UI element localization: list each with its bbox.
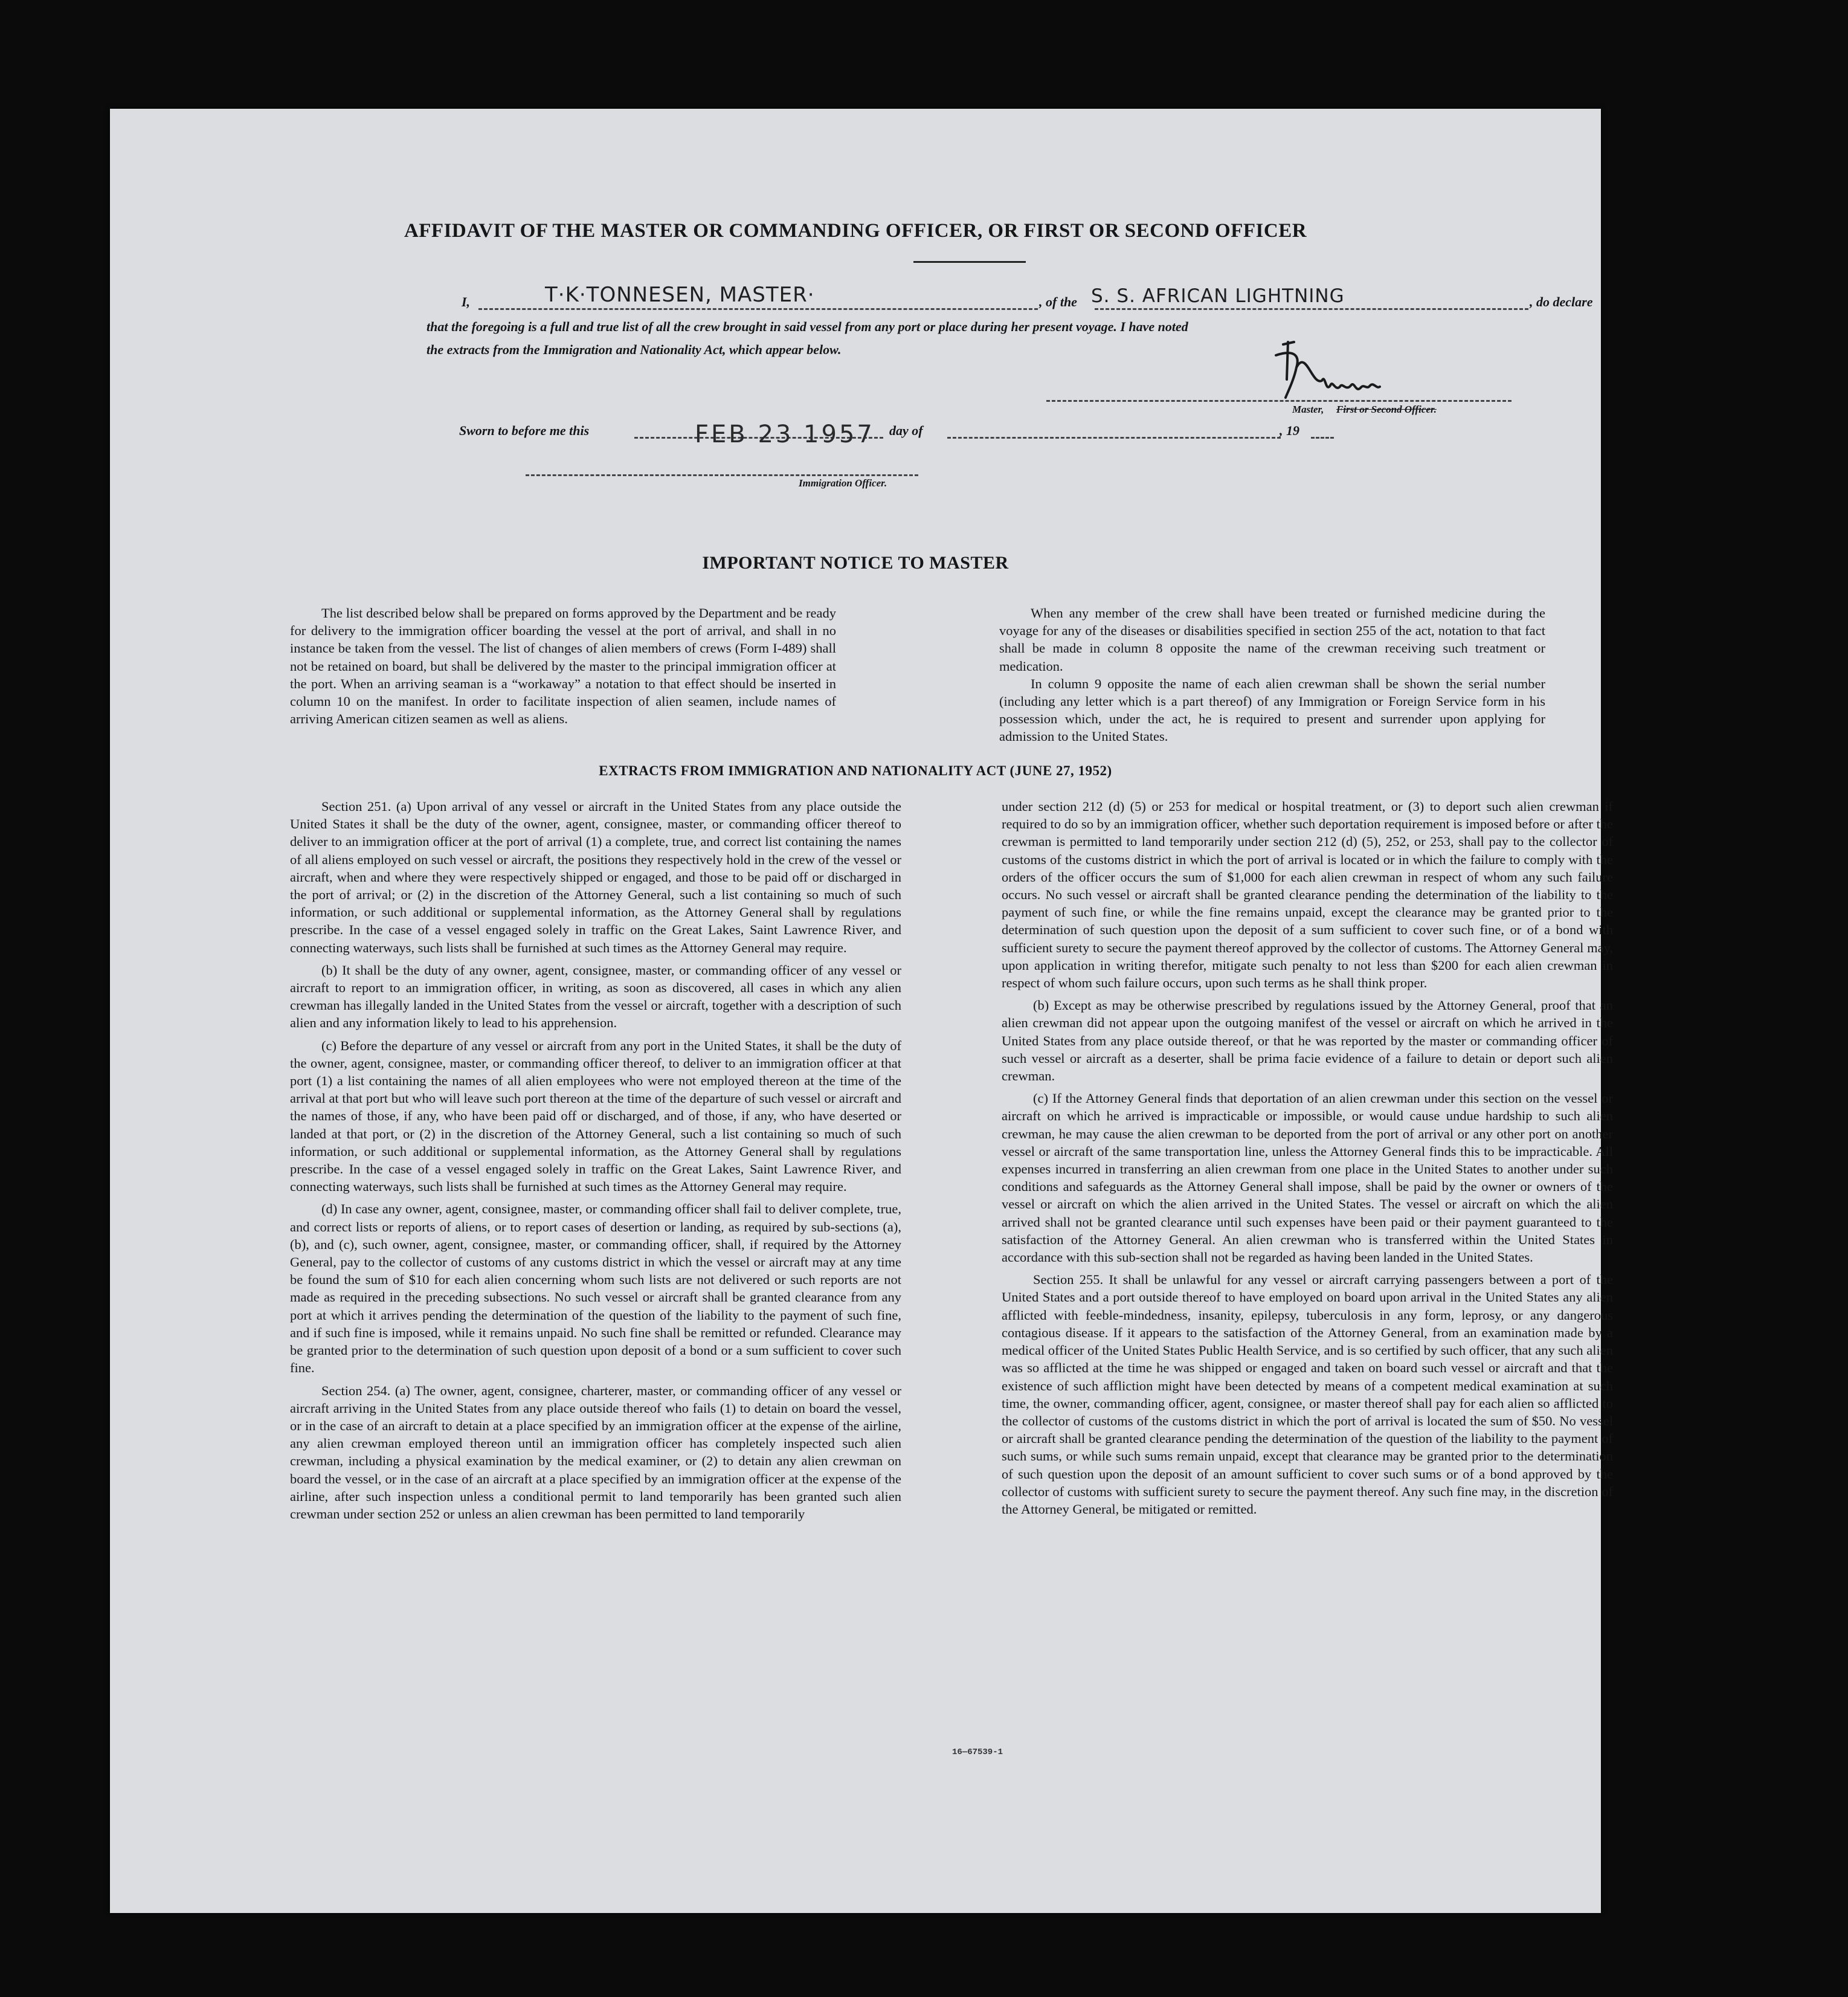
section-251-d: (d) In case any owner, agent, consignee, master, or commanding officer shall fail to deliver complete, true, and correct lists or reports of aliens, or to report cases of desertion or landing, as required by sub-sections (a), (b), and (c), such owner, agent, consignee, master, or commanding officer, shall, if required by the Attorney General, pay to the collector of customs of any customs district in which the vessel or aircraft may at any time be found the sum of $10 for each alien concerning whom such lists are not delivered or such reports are not made as required in the preceding subsections. No such vessel or aircraft shall be granted clearance from any port at which it arrives pending the determination of the question of the liability to the payment of such fine, and if such fine is imposed, while it remains unpaid. No such fine shall be remitted or refunded. Clearance may be granted prior to the determination of such question upon deposit of a bond or a sum sufficient to cover such fine.: [290, 1201, 901, 1376]
section-254-a: Section 254. (a) The owner, agent, consignee, charterer, master, or commanding officer of any vessel or aircraft arriving in the United States from any place outside thereof who fails (1) to detain on board the vessel, or in the case of an aircraft to detain at a place specified by an immigration officer at the expense of the airline, any alien crewman employed thereon until an immigration officer has completely inspected such alien crewman, including a physical examination by the medical examiner, or (2) to detain any alien crewman on board the vessel, or in the case of an aircraft at a place specified by an immigration officer at the expense of the airline, after such inspection unless a conditional permit to land temporarily has been granted such alien crewman under section 252 or unless an alien crewman has been permitted to land temporarily: [290, 1382, 901, 1521]
extracts-left-column: [290, 798, 901, 1528]
section-254-c: (c) If the Attorney General finds that deportation of an alien crewman under this section on the vessel or aircraft on which he arrived is impracticable or impossible, or would cause undue hardship to such alien crewman, he may cause the alien crewman to be deported from the port of arrival or any other port on another vessel or aircraft of the same transportation line, unless the Attorney General finds this to be impracticable. All expenses incurred in transferring an alien crewman from one place in the United States to another under such conditions and safeguards as the Attorney General shall impose, shall be paid by the owner or owners of the vessel or aircraft on which the alien arrived in the United States. The vessel or aircraft on which the alien arrived shall not be granted clearance until such expenses have been paid or their payment guaranteed to the satisfaction of the Attorney General. An alien crewman who is transferred within the United States in accordance with this sub-section shall not be regarded as having been landed in the United States.: [1002, 1091, 1613, 1265]
affidavit-of-the-label: , of the: [1039, 294, 1077, 309]
notice-left-column: [290, 604, 836, 732]
notice-left-paragraph: The list described below shall be prepared on forms approved by the Department and be ready for delivery to the immigration officer boarding the vessel at the port of arrival, and shall in no instance be taken from the vessel. The list of changes of alien members of crews (Form I-489) shall not be retained on board, but shall be delivered by the master to the principal immigration officer at the port. When an arriving seaman is a “workaway” a notation to that effect should be inserted in column 10 on the manifest. In order to facilitate inspection of alien seamen, include names of arriving American citizen seamen as well as aliens.: [290, 605, 836, 727]
notice-right-column: [999, 604, 1545, 750]
section-254-b: (b) Except as may be otherwise prescribed by regulations issued by the Attorney General, proof that an alien crewman did not appear upon the outgoing manifest of the vessel or aircraft on which he arrived in the United States from any place outside thereof, or that he was reported by the master or commanding officer of such vessel or aircraft as a deserter, shall be prima facie evidence of a failure to detain or deport such alien crewman.: [1002, 998, 1613, 1084]
day-of-label: day of: [889, 423, 923, 438]
form-code: 16—67539-1: [952, 1747, 1003, 1757]
section-255: Section 255. It shall be unlawful for any vessel or aircraft carrying passengers between a port of the United States and a port outside thereof to have employed on board upon arrival in the United States any alien afflicted with feeble-mindedness, insanity, epilepsy, tuberculosis in any form, leprosy, or any dangerous contagious disease. If it appears to the satisfaction of the Attorney General, from an examination made by a medical officer of the United States Public Health Service, and is so certified by such officer, that any such alien was so afflicted at the time he was shipped or engaged and taken on board such vessel or aircraft and that the existence of such affliction might have been detected by means of a competent medical examination at such time, the owner, commanding officer, agent, consignee, or master thereof shall pay for each alien so afflicted to the collector of customs of the customs district in which the port of arrival is located the sum of $50. No vessel or aircraft shall be granted clearance pending the determination of the question of the liability to the payment of such sums, or while such sums remain unpaid, except that clearance may be granted prior to the determination of such question upon the deposit of an amount sufficient to cover such sums or of a bond approved by the collector of customs with sufficient surety to secure the payment thereof. Any such fine may, in the discretion of the Attorney General, be mitigated or remitted.: [1002, 1272, 1613, 1517]
notice-right-paragraph-2: In column 9 opposite the name of each alien crewman shall be shown the serial number (including any letter which is a part thereof) of any Immigration or Foreign Service form in his possession which, under the act, he is required to present and surrender upon applying for admission to the United States.: [999, 676, 1545, 744]
section-251-a: Section 251. (a) Upon arrival of any vessel or aircraft in the United States from any place outside the United States it shall be the duty of the owner, agent, consignee, master, or commanding officer thereof to deliver to an immigration officer at the port of arrival (1) a complete, true, and correct list containing the names of all aliens employed on such vessel or aircraft, the positions they respectively hold in the crew of the vessel or aircraft, when and where they were respectively shipped or engaged, and those to be paid off or discharged in the port of arrival; or (2) in the discretion of the Attorney General, such a list containing so much of such information, or such additional or supplemental information, as the Attorney General shall by regulations prescribe. In the case of a vessel engaged solely in traffic on the Great Lakes, Saint Lawrence River, and connecting waterways, such lists shall be furnished at such times as the Attorney General may require.: [290, 799, 901, 955]
master-name-handwritten: T·K·TONNESEN, MASTER·: [545, 283, 815, 307]
year-line: [1311, 437, 1334, 439]
year-label: , 19: [1280, 423, 1299, 438]
immigration-officer-line: [526, 474, 918, 476]
signature-caption-master: Master,: [1292, 404, 1324, 415]
section-251-b: (b) It shall be the duty of any owner, agent, consignee, master, or commanding officer of any vessel or aircraft to report to an immigration officer, in writing, as soon as discovered, all cases in which any alien crewman has illegally landed in the United States from the vessel or aircraft, together with a description of such alien and any information likely to lead to his apprehension.: [290, 962, 901, 1031]
vessel-name-handwritten: S. S. AFRICAN LIGHTNING: [1091, 285, 1345, 307]
affidavit-do-declare-label: , do declare: [1530, 294, 1593, 309]
notice-heading: IMPORTANT NOTICE TO MASTER: [702, 553, 1009, 573]
section-251-c: (c) Before the departure of any vessel or aircraft from any port in the United States, it shall be the duty of the owner, agent, consignee, master, or commanding officer thereof, to deliver to an immigration officer at that port (1) a list containing the names of all alien employees who were not employed thereon at the time of the arrival at that port but who will leave such port thereon at the time of the departure of such vessel or aircraft and the names of those, if any, who have been paid off or discharged, and of those, if any, who have deserted or landed at that port, or (2) in the discretion of the Attorney General, such a list containing so much of such information, or such additional or supplemental information, as the Attorney General shall by regulations prescribe. In the case of a vessel engaged solely in traffic on the Great Lakes, Saint Lawrence River, and connecting waterways, such lists shall be furnished at such times as the Attorney General may require.: [290, 1037, 901, 1195]
immigration-officer-caption: Immigration Officer.: [799, 477, 887, 489]
section-254-a-continued: under section 212 (d) (5) or 253 for medical or hospital treatment, or (3) to deport such alien crewman if required to do so by an immigration officer, whether such deportation requirement is imposed before or after the crewman is permitted to land temporarily under section 212 (d) (5), 252, or 253, shall pay to the collector of customs of the customs district in which the port of arrival is located or in which the failure to comply with the orders of the officer occurs the sum of $1,000 for each alien crewman in respect of whom any such failure occurs. No such vessel or aircraft shall be granted clearance pending the determination of the liability to the payment of such fine, or while the fine remains unpaid, except the clearance may be granted prior to the determination of such question upon the deposit of a sum sufficient to cover such fine, or of a bond with sufficient surety to secure the payment thereof approved by the collector of customs. The Attorney General may, upon application in writing therefor, mitigate such penalty to not less than $200 for each alien crewman in respect of whom such failure occurs, upon such terms as he shall think proper.: [1002, 799, 1613, 991]
sworn-date-stamp: FEB 23 1957: [695, 421, 875, 448]
master-signature: [1270, 337, 1391, 410]
vessel-line: [1095, 308, 1528, 310]
document-title: AFFIDAVIT OF THE MASTER OR COMMANDING OFFICER, OR FIRST OR SECOND OFFICER: [404, 220, 1307, 242]
affidavit-statement-line: that the foregoing is a full and true list of all the crew brought in said vessel from any port or place during her present voyage. I have noted: [427, 319, 1188, 334]
sworn-label: Sworn to before me this: [459, 423, 590, 438]
document-page: [110, 109, 1613, 1913]
affidavit-i-label: I,: [462, 294, 471, 309]
extracts-right-column: [1002, 798, 1613, 1523]
signature-line: [1046, 400, 1512, 402]
notice-right-paragraph-1: When any member of the crew shall have been treated or furnished medicine during the voyage for any of the diseases or disabilities specified in section 255 of the act, notation to that fact shall be made in column 8 opposite the name of the crewman receiving such treatment or medication.: [999, 605, 1545, 674]
sworn-month-line: [947, 437, 1281, 439]
title-divider: [913, 261, 1026, 263]
extracts-heading: EXTRACTS FROM IMMIGRATION AND NATIONALITY ACT (JUNE 27, 1952): [599, 763, 1112, 778]
signature-caption-struck-officer: First or Second Officer.: [1336, 404, 1437, 415]
name-line: [478, 308, 1038, 310]
affidavit-statement-line-2: the extracts from the Immigration and Nationality Act, which appear below.: [427, 342, 842, 357]
